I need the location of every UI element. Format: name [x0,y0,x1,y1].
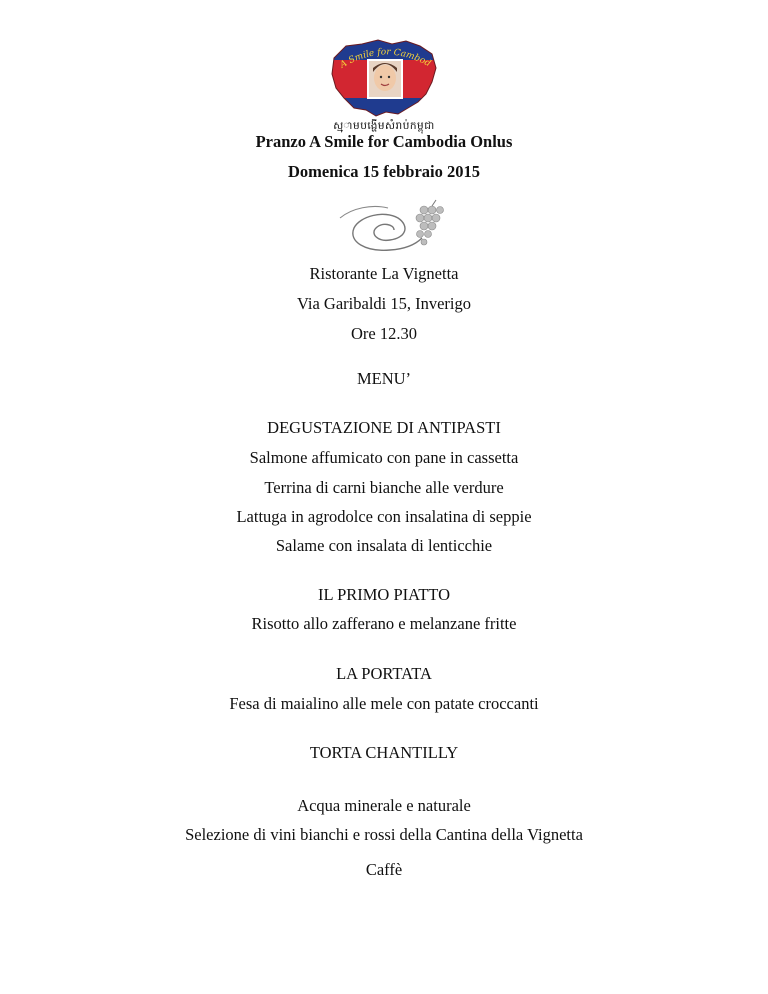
menu-item: Terrina di carni bianche alle verdure [264,478,504,497]
menu-item: Fesa di maialino alle mele con patate croccanti [229,694,539,713]
menu-item: Salmone affumicato con pane in cassetta [249,448,519,467]
spiral-grapes-icon [332,198,444,260]
cambodia-map-icon [328,38,440,126]
section-heading-antipasti: DEGUSTAZIONE DI ANTIPASTI [267,418,501,437]
drink-item: Caffè [365,860,403,879]
drink-item: Selezione di vini bianchi e rossi della Cantina della Vignetta [185,825,583,844]
event-time: Ore 12.30 [351,324,417,343]
menu-item: Lattuga in agrodolce con insalatina di seppie [236,507,532,526]
restaurant-name: Ristorante La Vignetta [309,264,459,283]
logo-caption: សុ្មាមបង្ហើមសំរាប់កម្ពុជា [333,121,435,132]
restaurant-logo [332,198,444,260]
drink-item: Acqua minerale e naturale [297,796,471,815]
cambodia-map-logo [328,38,440,126]
menu-heading: MENU’ [356,369,412,388]
event-date: Domenica 15 febbraio 2015 [287,162,481,181]
menu-item: Risotto allo zafferano e melanzane fritte [251,614,517,633]
event-title: Pranzo A Smile for Cambodia Onlus [255,132,513,151]
svg-text:A Smile for Cambodia: A Smile for Cambod [338,47,433,71]
section-heading-dessert: TORTA CHANTILLY [309,743,459,762]
section-heading-primo: IL PRIMO PIATTO [317,585,450,604]
menu-item: Salame con insalata di lenticchie [275,536,493,555]
restaurant-address: Via Garibaldi 15, Inverigo [296,294,472,313]
section-heading-portata: LA PORTATA [336,664,432,683]
